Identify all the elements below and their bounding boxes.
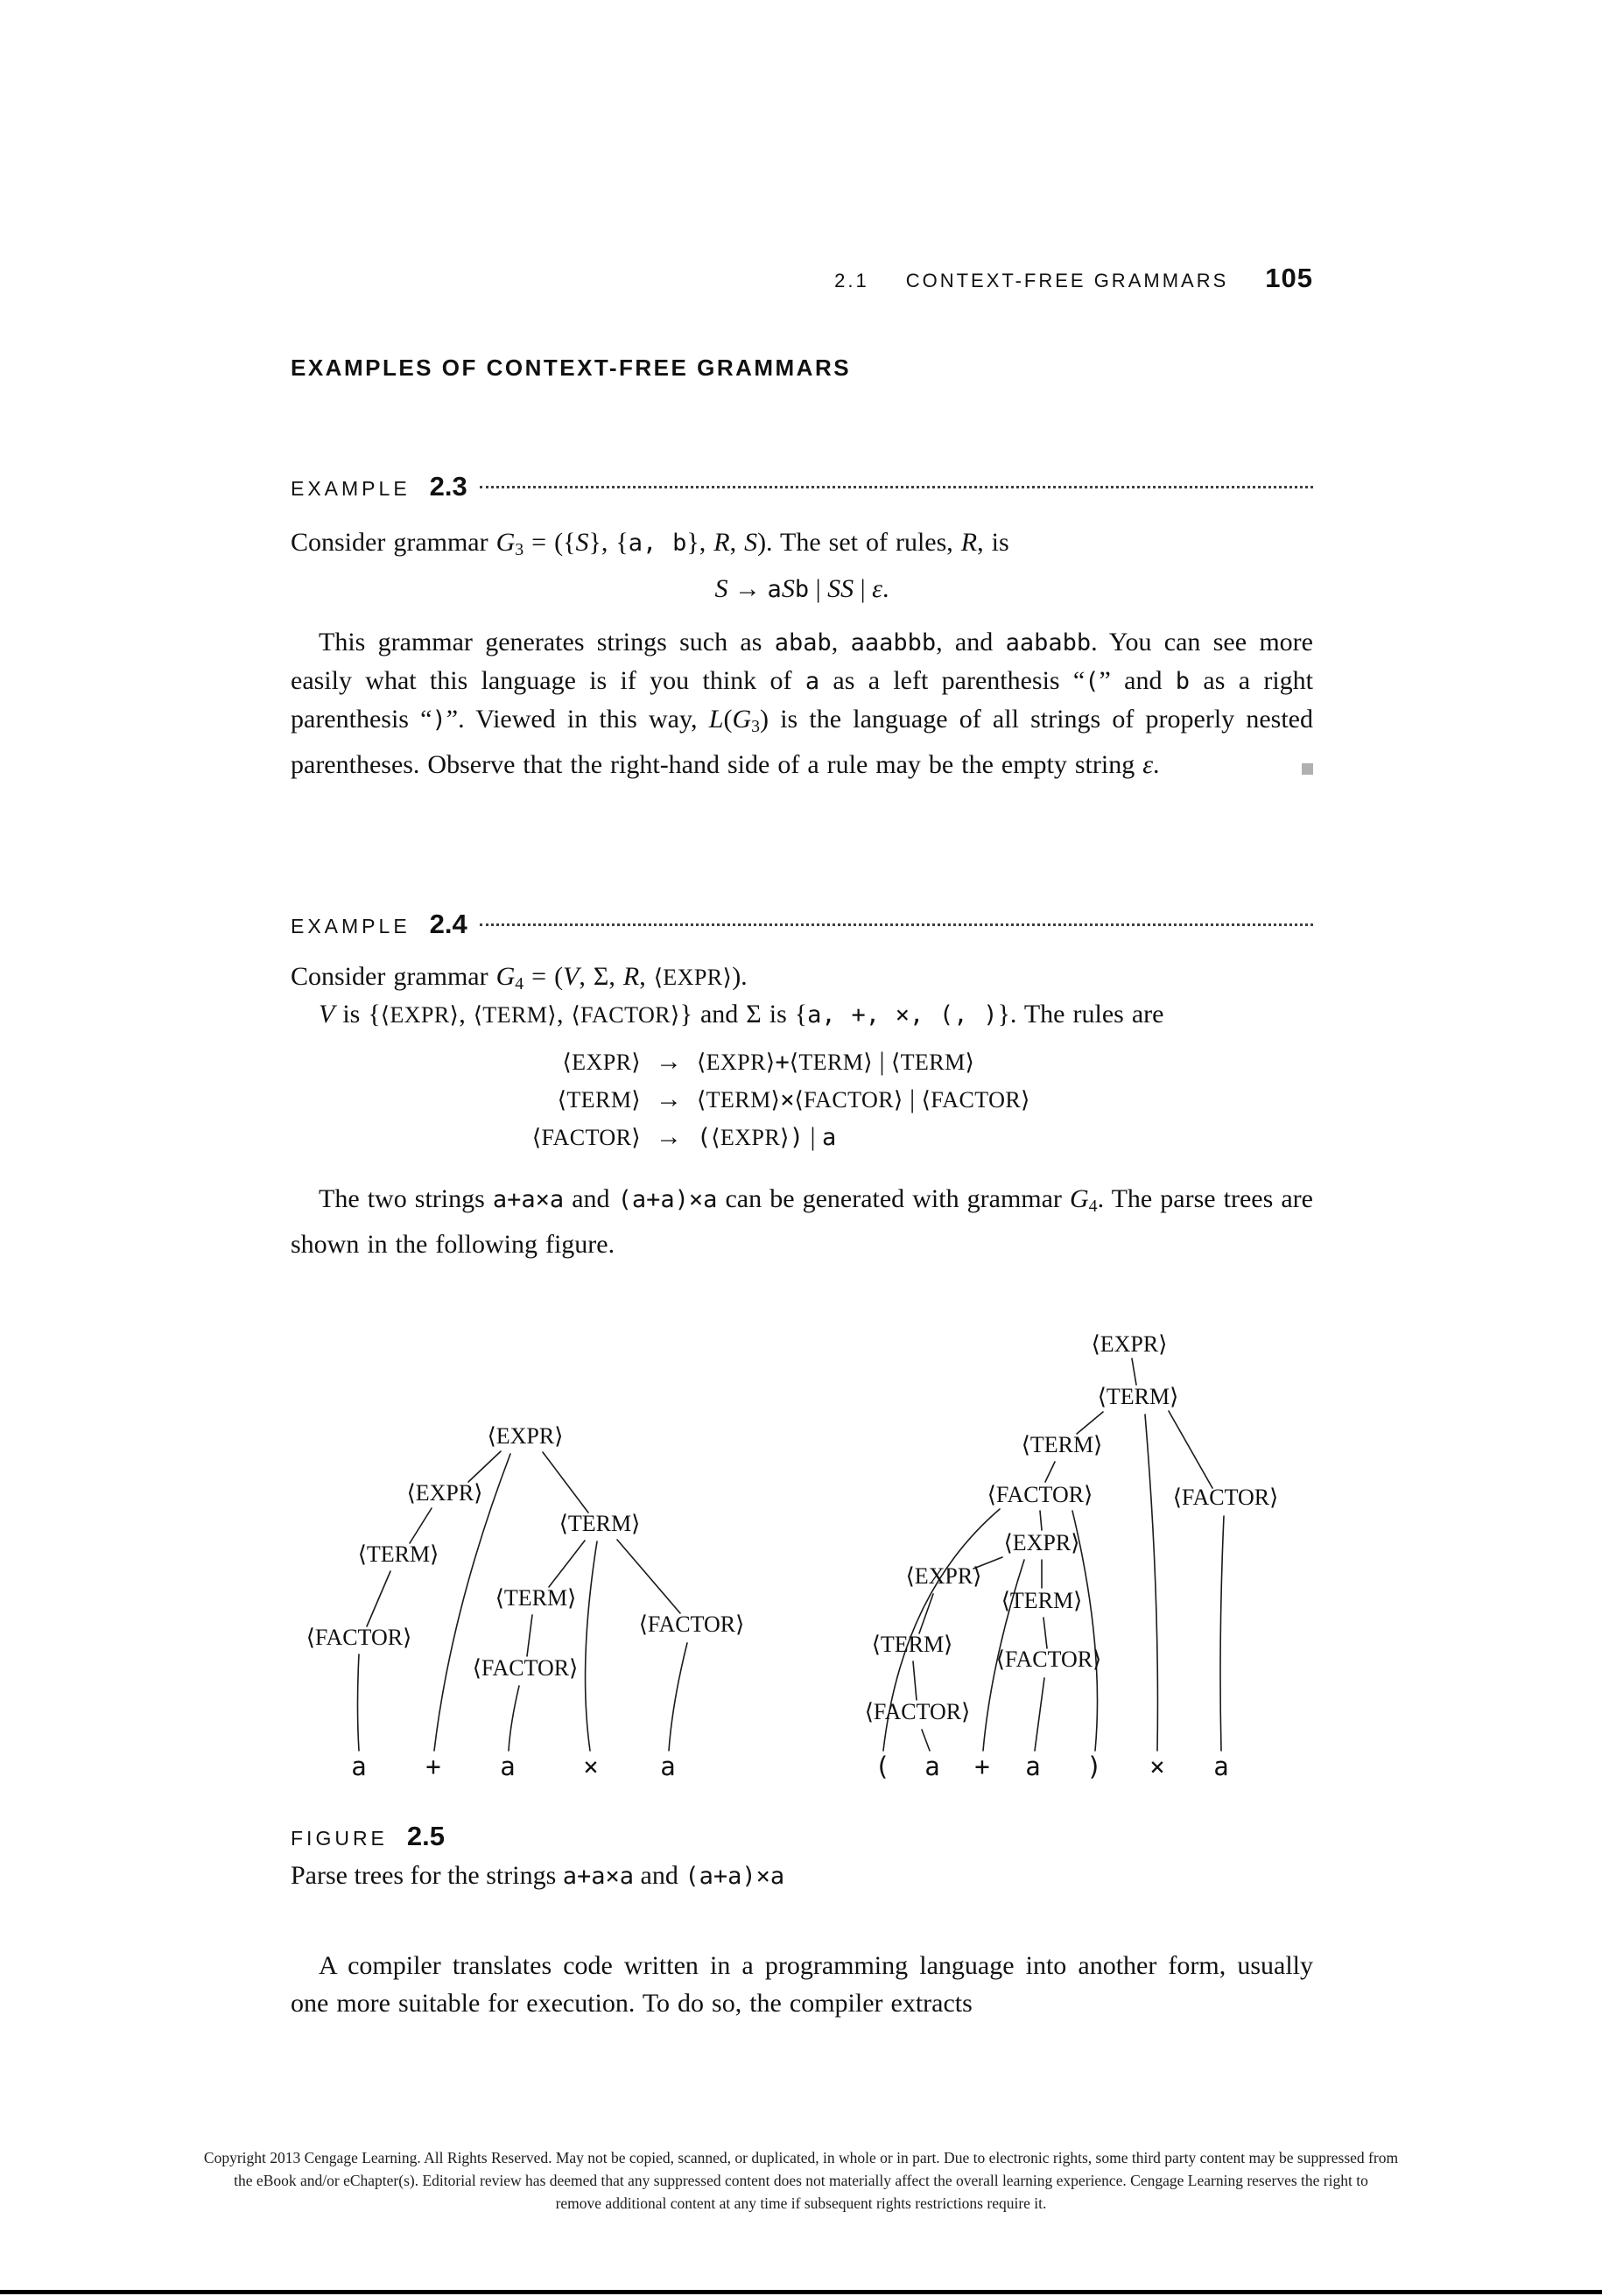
tree-node: ⟨TERM⟩: [495, 1585, 577, 1611]
text-run: a: [822, 1124, 837, 1151]
page-header: [834, 263, 1313, 294]
tree-node: ⟨FACTOR⟩: [472, 1655, 579, 1681]
tree-edge: [586, 1541, 597, 1751]
tree-edge: [1145, 1415, 1157, 1751]
tree-terminal: ×: [583, 1752, 599, 1781]
text-run: , and: [936, 628, 1006, 657]
text-run: .: [1153, 749, 1160, 779]
rule-arrow: →: [656, 1047, 682, 1076]
text-run: }. The rules are: [997, 1000, 1164, 1029]
text-run: (a+a)×a: [685, 1863, 785, 1890]
rule-lhs: [490, 1119, 641, 1156]
example-2-4-line2: [291, 995, 1313, 1034]
text-run: = (: [523, 962, 564, 991]
tree-edge: [527, 1615, 532, 1656]
tree-edge: [543, 1452, 588, 1513]
text-run: b: [1175, 668, 1191, 695]
header-page-number: 105: [1265, 263, 1313, 293]
text-run: (: [697, 1124, 712, 1151]
section-heading: EXAMPLES OF CONTEXT-FREE GRAMMARS: [291, 355, 852, 381]
text-run: ⟨TERM⟩: [697, 1087, 781, 1113]
copyright-line: the eBook and/or eChapter(s). Editorial review has deemed that any suppressed content does not materially affect the overall learning experience. Cengage Learning reserves the right to: [234, 2172, 1368, 2189]
text-run: ×: [780, 1086, 795, 1113]
dotted-leader: [480, 486, 1313, 488]
page-bottom-edge: [0, 2290, 1602, 2294]
text-run: (: [1085, 668, 1100, 695]
text-run: |: [872, 1047, 891, 1076]
tree-edge: [669, 1643, 687, 1751]
text-run: a, +, ×, (, ): [807, 1001, 998, 1029]
text-run: ,: [639, 962, 654, 991]
text-run: ⟨EXPR⟩: [697, 1050, 776, 1075]
right-parse-tree: [865, 1331, 1278, 1781]
tree-terminal: a: [1213, 1752, 1229, 1781]
text-run: ) is the language of all strings of properly nested parentheses. Observe that the right-hand side of a rule may be the empty string: [291, 705, 1313, 779]
text-run: },: [686, 528, 714, 557]
tree-edge: [1045, 1462, 1055, 1482]
text-run: .: [882, 574, 889, 603]
text-run: G: [1070, 1184, 1089, 1213]
text-run: ε: [1142, 749, 1154, 779]
text-run: ⟨TERM⟩: [789, 1050, 873, 1075]
text-run: The two strings: [319, 1184, 493, 1213]
tree-edge: [358, 1654, 360, 1751]
text-run: . You can see more easily what this language is if you think of: [291, 628, 1313, 695]
tree-edge: [1035, 1678, 1044, 1751]
text-run: L: [708, 705, 724, 734]
rule-rhs: [697, 1081, 1030, 1119]
rule-rhs: [697, 1119, 836, 1156]
text-run: G: [495, 962, 516, 991]
text-run: ⟨FACTOR⟩: [571, 1002, 680, 1028]
text-run: ⟨TERM⟩: [473, 1002, 557, 1028]
text-run: ⟨EXPR⟩: [380, 1002, 460, 1028]
rule-rhs: [697, 1043, 974, 1081]
text-run: ” and: [1099, 666, 1176, 695]
text-run: S: [781, 574, 795, 603]
figure-caption: [291, 1861, 1313, 1891]
dotted-leader: [480, 923, 1313, 926]
text-run: b: [794, 576, 810, 603]
header-chapter-title: CONTEXT-FREE GRAMMARS: [905, 270, 1229, 291]
text-run: as a left parenthesis “: [819, 666, 1086, 695]
text-run: ). The set of rules,: [757, 528, 961, 557]
copyright-line: Copyright 2013 Cengage Learning. All Rights Reserved. May not be copied, scanned, or duplicated, in whole or in part. Due to electronic rights, some third party content may be suppressed from: [203, 2149, 1399, 2166]
rule-lhs: [490, 1043, 641, 1081]
example-2-4-number: 2.4: [429, 909, 467, 939]
tree-edge: [1077, 1412, 1103, 1434]
text-run: |: [804, 1122, 823, 1151]
tree-edge: [1040, 1511, 1042, 1530]
grammar-rule-expr: [490, 1043, 1030, 1081]
text-run: . The parse trees are shown in the following figure.: [291, 1184, 1313, 1259]
tree-node: ⟨EXPR⟩: [1091, 1331, 1168, 1357]
rule-arrow: →: [656, 1122, 682, 1151]
tree-terminal: +: [425, 1752, 441, 1781]
text-run: a: [767, 576, 782, 603]
copyright-line: remove additional content at any time if subsequent rights restrictions require it.: [555, 2194, 1047, 2212]
tree-edge: [468, 1451, 501, 1482]
text-run: , Σ,: [579, 962, 623, 991]
text-run: ε: [872, 574, 882, 603]
example-2-3-intro: [291, 523, 1313, 569]
tree-terminal: ): [1086, 1752, 1102, 1781]
tree-node: ⟨TERM⟩: [1097, 1384, 1179, 1409]
tree-edge: [509, 1686, 519, 1751]
text-run: SS: [827, 574, 854, 603]
tree-node: ⟨FACTOR⟩: [1172, 1485, 1279, 1510]
tree-edge: [1132, 1359, 1136, 1385]
parse-trees-figure: [263, 1295, 1366, 1803]
text-run: Consider grammar: [291, 528, 496, 557]
text-run: Consider grammar: [291, 962, 496, 991]
tree-edge: [922, 1730, 930, 1751]
tree-edge: [1043, 1618, 1047, 1648]
tree-terminal: a: [500, 1752, 516, 1781]
text-run: V: [319, 1000, 335, 1029]
text-run: S: [714, 574, 728, 603]
tree-terminal: a: [351, 1752, 367, 1781]
text-run: G: [732, 705, 752, 734]
tree-node: ⟨FACTOR⟩: [864, 1699, 971, 1724]
tree-edge: [1220, 1516, 1224, 1751]
text-run: ⟨EXPR⟩: [653, 965, 733, 990]
text-run: This grammar generates strings such as: [319, 628, 775, 657]
tree-node: ⟨FACTOR⟩: [995, 1647, 1102, 1672]
example-2-3-body-text: [291, 628, 1313, 779]
rule-arrow: →: [656, 1085, 682, 1113]
text-run: |: [809, 574, 828, 603]
text-run: can be generated with grammar: [717, 1184, 1070, 1213]
tree-node: ⟨TERM⟩: [559, 1511, 641, 1536]
tree-terminal: a: [924, 1752, 940, 1781]
text-run: ).: [732, 962, 748, 991]
text-run: 4: [515, 973, 524, 994]
text-run: ,: [556, 1000, 572, 1029]
tree-edge: [549, 1541, 585, 1587]
text-run: a+a×a: [562, 1863, 635, 1890]
text-run: G: [495, 528, 516, 557]
tree-node: ⟨FACTOR⟩: [987, 1482, 1093, 1507]
text-run: V: [563, 962, 580, 991]
example-2-3-label: EXAMPLE: [291, 477, 411, 500]
text-run: is {: [334, 1000, 381, 1029]
header-section-number: 2.1: [834, 270, 869, 291]
text-run: aaabbb: [850, 629, 937, 657]
text-run: and: [634, 1861, 685, 1890]
figure-label-row: [291, 1821, 1313, 1852]
copyright-footer: [92, 2146, 1510, 2215]
tree-node: ⟨EXPR⟩: [905, 1563, 982, 1589]
tree-node: ⟨EXPR⟩: [487, 1423, 564, 1449]
example-2-4-paragraph: [291, 1180, 1313, 1263]
text-run: ⟨TERM⟩: [891, 1050, 975, 1075]
example-2-4-header: [291, 909, 1313, 940]
text-run: (: [723, 705, 733, 734]
tree-edge: [913, 1661, 917, 1700]
tree-terminal: a: [660, 1752, 676, 1781]
text-run: →: [727, 574, 768, 603]
tree-terminal: ×: [1149, 1752, 1165, 1781]
text-run: R: [713, 528, 730, 557]
text-run: a, b: [628, 530, 687, 557]
figure-number: 2.5: [406, 1821, 445, 1851]
text-run: R: [960, 528, 978, 557]
text-run: ⟨FACTOR⟩: [921, 1087, 1030, 1113]
tree-edge: [410, 1508, 432, 1543]
text-run: a+a×a: [492, 1186, 565, 1213]
grammar-g3-rule: [291, 574, 1313, 604]
tree-node: ⟨FACTOR⟩: [306, 1625, 412, 1650]
text-run: } and Σ is {: [679, 1000, 808, 1029]
tree-node: ⟨EXPR⟩: [406, 1480, 483, 1506]
example-2-4-label: EXAMPLE: [291, 915, 411, 937]
example-2-3-header: [291, 471, 1313, 502]
tree-terminal: +: [974, 1752, 990, 1781]
text-run: ): [789, 1124, 804, 1151]
text-run: S: [575, 528, 589, 557]
text-run: Parse trees for the strings: [291, 1861, 563, 1890]
text-run: ⟨FACTOR⟩: [794, 1087, 903, 1113]
grammar-rule-term: [490, 1081, 1030, 1119]
figure-label: FIGURE: [291, 1827, 388, 1850]
tree-terminal: a: [1025, 1752, 1041, 1781]
text-run: ,: [729, 528, 745, 557]
text-run: , is: [977, 528, 1009, 557]
tree-node: ⟨EXPR⟩: [1003, 1530, 1080, 1555]
text-run: aababb: [1005, 629, 1092, 657]
tree-edge: [1169, 1411, 1212, 1488]
text-run: and: [564, 1184, 618, 1213]
left-parse-tree: [306, 1423, 744, 1781]
tree-terminal: (: [875, 1752, 890, 1781]
rule-lhs: [490, 1081, 641, 1119]
text-run: ): [432, 706, 446, 734]
text-run: +: [775, 1049, 790, 1076]
text-run: abab: [774, 629, 832, 657]
example-2-3-number: 2.3: [429, 471, 467, 502]
text-run: = ({: [523, 528, 576, 557]
text-run: ”. Viewed in this way,: [446, 705, 709, 734]
closing-paragraph: A compiler translates code written in a programming language into another form, usually one more suitable for execution. To do so, the compiler extracts: [291, 1951, 1313, 2018]
tree-node: ⟨TERM⟩: [357, 1541, 439, 1567]
text-run: ,: [831, 628, 851, 657]
tree-node: ⟨TERM⟩: [1021, 1432, 1103, 1457]
text-run: }, {: [588, 528, 629, 557]
text-run: ⟨EXPR⟩: [711, 1125, 790, 1150]
grammar-g4-rules: [490, 1043, 1030, 1156]
text-run: ⟨FACTOR⟩: [531, 1125, 641, 1150]
tree-node: ⟨TERM⟩: [1001, 1588, 1083, 1613]
tree-node: ⟨FACTOR⟩: [638, 1611, 745, 1637]
text-run: R: [622, 962, 640, 991]
tree-node: ⟨TERM⟩: [871, 1632, 953, 1657]
text-run: 3: [751, 716, 760, 736]
tree-edge: [367, 1571, 390, 1626]
grammar-rule-factor: [490, 1119, 1030, 1156]
text-run: S: [744, 528, 758, 557]
text-run: |: [854, 574, 873, 603]
text-run: ,: [459, 1000, 474, 1029]
text-run: 3: [515, 539, 524, 559]
text-run: as a right parenthesis “: [291, 666, 1313, 734]
text-run: (a+a)×a: [617, 1186, 718, 1213]
text-run: ⟨EXPR⟩: [562, 1050, 641, 1075]
text-run: 4: [1088, 1196, 1098, 1216]
text-run: |: [903, 1085, 922, 1113]
example-2-3-body: [291, 623, 1313, 783]
text-run: ⟨TERM⟩: [557, 1087, 641, 1113]
text-run: a: [805, 668, 820, 695]
end-of-example-marker: [1302, 763, 1313, 775]
tree-edge: [617, 1540, 680, 1613]
